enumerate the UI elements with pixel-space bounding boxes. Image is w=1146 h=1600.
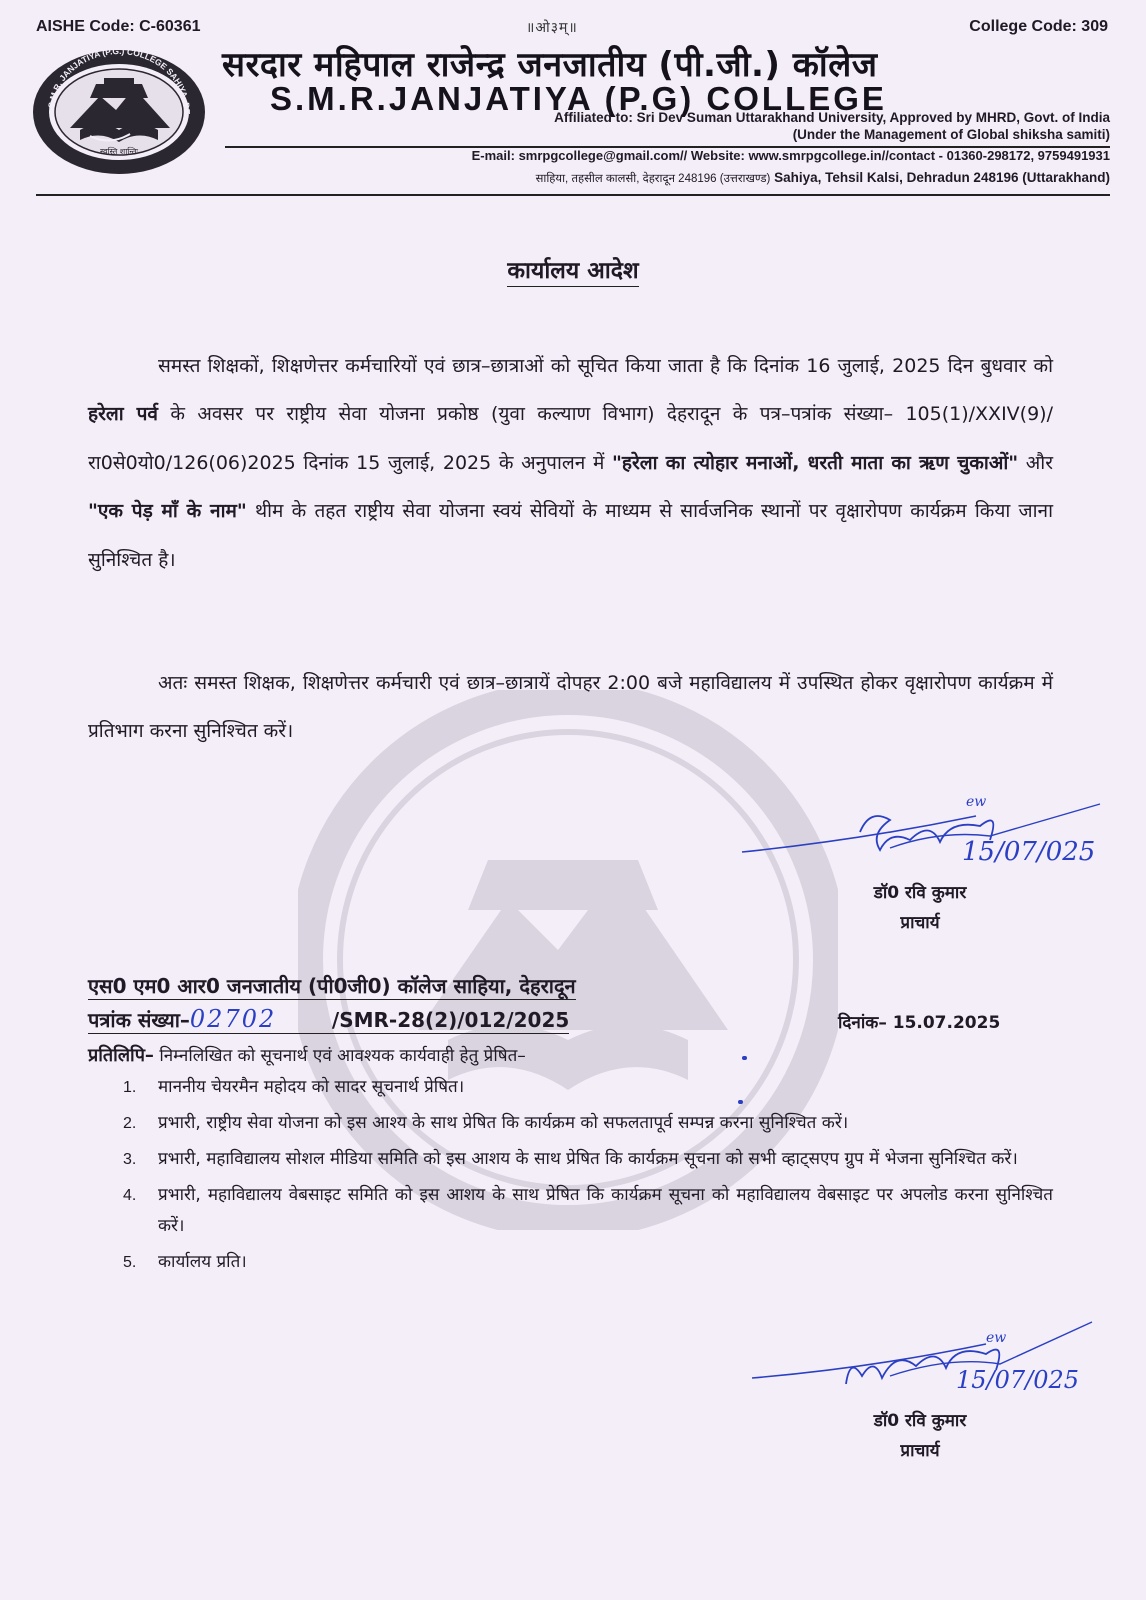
management-line: (Under the Management of Global shiksha samiti) — [792, 127, 1110, 142]
college-code: College Code: 309 — [969, 18, 1108, 35]
reference-number-line — [88, 1006, 569, 1034]
list-item-number: 1. — [123, 1079, 137, 1096]
ref-suffix: /SMR-28(2)/012/2025 — [331, 1008, 570, 1032]
list-item-text: प्रभारी, महाविद्यालय वेबसाइट समिति को इस आशय के साथ प्रेषित कि कार्यक्रम सूचना को महाविद्यालय वेबसाइट पर अपलोड करना सुनिश्चित करें। — [158, 1185, 1053, 1236]
order-paragraph-1 — [88, 342, 1053, 584]
issue-date: दिनांक– 15.07.2025 — [838, 1013, 1001, 1033]
list-item-number: 4. — [123, 1187, 137, 1204]
signatory-block-1 — [800, 878, 1040, 938]
list-item-text: प्रभारी, महाविद्यालय सोशल मीडिया समिति को इस आशय के साथ प्रेषित कि कार्यक्रम सूचना को सभी व्हाट्सएप ग्रुप में भेजना सुनिश्चित करें। — [158, 1149, 1018, 1169]
letterhead-top-row — [36, 18, 1108, 42]
ref-label: पत्रांक संख्या– — [88, 1008, 190, 1032]
signatory-title: प्राचार्य — [900, 1441, 940, 1461]
signatory-title: प्राचार्य — [900, 913, 940, 933]
address-line — [225, 170, 1110, 186]
list-item — [88, 1108, 1053, 1139]
svg-text:ew: ew — [966, 794, 987, 810]
copy-to-text: निम्नलिखित को सूचनार्थ एवं आवश्यक कार्यवाही हेतु प्रेषित– — [153, 1046, 526, 1066]
principal-signature-1 — [740, 790, 1110, 880]
list-item-number: 5. — [123, 1254, 137, 1271]
logo-motto: स्वस्ति शान्तिः — [99, 147, 139, 156]
signature-2-date: 15/07/025 — [956, 1366, 1080, 1394]
ref-number-handwritten: 02702 — [189, 1005, 277, 1033]
svg-text:S.M.R. JANJATIYA (P.G.) COLLEG: S.M.R. JANJATIYA (P.G.) COLLEGE SAHIYA, DE — [46, 48, 193, 115]
principal-signature-2 — [750, 1316, 1100, 1406]
affiliation-line: Affiliated to: Sri Dev Suman Uttarakhand University, Approved by MHRD, Govt. of India — [554, 110, 1110, 125]
signature-1-date: 15/07/025 — [962, 837, 1096, 867]
list-item — [88, 1247, 1053, 1278]
para1-bold-theme: "एक पेड़ माँ के नाम" — [88, 500, 247, 523]
letterhead-bottom-rule — [36, 194, 1110, 196]
list-item — [88, 1180, 1053, 1242]
list-item — [88, 1072, 1053, 1103]
college-name-hindi: सरदार महिपाल राजेन्द्र जनजातीय (पी.जी.) कॉलेज — [222, 45, 878, 85]
om-invocation: ॥ओ३म्॥ — [526, 20, 578, 36]
para1-text-2: के अवसर पर राष्ट्रीय सेवा योजना प्रकोष्ठ (युवा कल्याण विभाग) देहरादून के पत्र–पत्रांक संख्या– 105(1)/XXIV(9)/रा0से0यो0/126(06)2025 दिनांक 15 जुलाई, 2025 के अनुपालन में — [88, 403, 1053, 474]
college-name-english: S.M.R.JANJATIYA (P.G) COLLEGE — [270, 80, 887, 117]
signatory-name: डॉ0 रवि कुमार — [873, 1411, 967, 1431]
para1-bold-slogan: "हरेला का त्योहार मनाओं, धरती माता का ऋण चुकाओं" — [611, 451, 1019, 474]
aishe-code: AISHE Code: C-60361 — [36, 18, 201, 35]
para1-text-3: और — [1018, 451, 1053, 474]
address-hindi: साहिया, तहसील कालसी, देहरादून 248196 (उत्तराखण्ड) — [535, 173, 771, 185]
address-english: Sahiya, Tehsil Kalsi, Dehradun 248196 (Uttarakhand) — [774, 170, 1110, 185]
order-title — [0, 253, 1146, 285]
signatory-block-2 — [800, 1406, 1040, 1466]
copy-to-heading — [88, 1043, 526, 1067]
order-paragraph-2: अतः समस्त शिक्षक, शिक्षणेत्तर कर्मचारी एवं छात्र–छात्रायें दोपहर 2:00 बजे महाविद्यालय में उपस्थित होकर वृक्षारोपण कार्यक्रम में प्रतिभाग करना सुनिश्चित करें। — [88, 672, 1053, 743]
ink-dot — [738, 1100, 743, 1104]
org-line: एस0 एम0 आर0 जनजातीय (पी0जी0) कॉलेज साहिया, देहरादून — [88, 974, 576, 998]
order-title-text: कार्यालय आदेश — [507, 258, 638, 287]
para1-text-4: थीम के तहत राष्ट्रीय सेवा योजना स्वयं सेवियों के माध्यम से सार्वजनिक स्थानों पर वृक्षारोपण कार्यक्रम किया जाना सुनिश्चित है। — [88, 500, 1053, 571]
copy-to-label: प्रतिलिपि– — [88, 1045, 154, 1066]
ink-dot — [742, 1056, 747, 1060]
list-item-text: माननीय चेयरमैन महोदय को सादर सूचनार्थ प्रेषित। — [158, 1077, 465, 1097]
para1-text-1: समस्त शिक्षकों, शिक्षणेत्तर कर्मचारियों एवं छात्र–छात्राओं को सूचित किया जाता है कि दिनांक 16 जुलाई, 2025 दिन बुधवार को — [158, 355, 1053, 377]
list-item-number: 3. — [123, 1151, 137, 1168]
para1-bold-harela: हरेला पर्व — [88, 403, 158, 426]
list-item-number: 2. — [123, 1115, 137, 1132]
contact-line: E-mail: smrpgcollege@gmail.com// Website: www.smrpgcollege.in//contact - 01360-298172, 9759491931 — [471, 148, 1110, 163]
list-item — [88, 1144, 1053, 1175]
copy-to-list — [88, 1072, 1053, 1283]
signatory-name: डॉ0 रवि कुमार — [873, 883, 967, 903]
list-item-text: कार्यालय प्रति। — [158, 1252, 247, 1272]
college-logo — [30, 48, 208, 176]
svg-text:ew: ew — [986, 1330, 1007, 1346]
list-item-text: प्रभारी, राष्ट्रीय सेवा योजना को इस आश्य के साथ प्रेषित कि कार्यक्रम को सफलतापूर्व सम्पन्न करना सुनिश्चित करें। — [158, 1113, 849, 1133]
